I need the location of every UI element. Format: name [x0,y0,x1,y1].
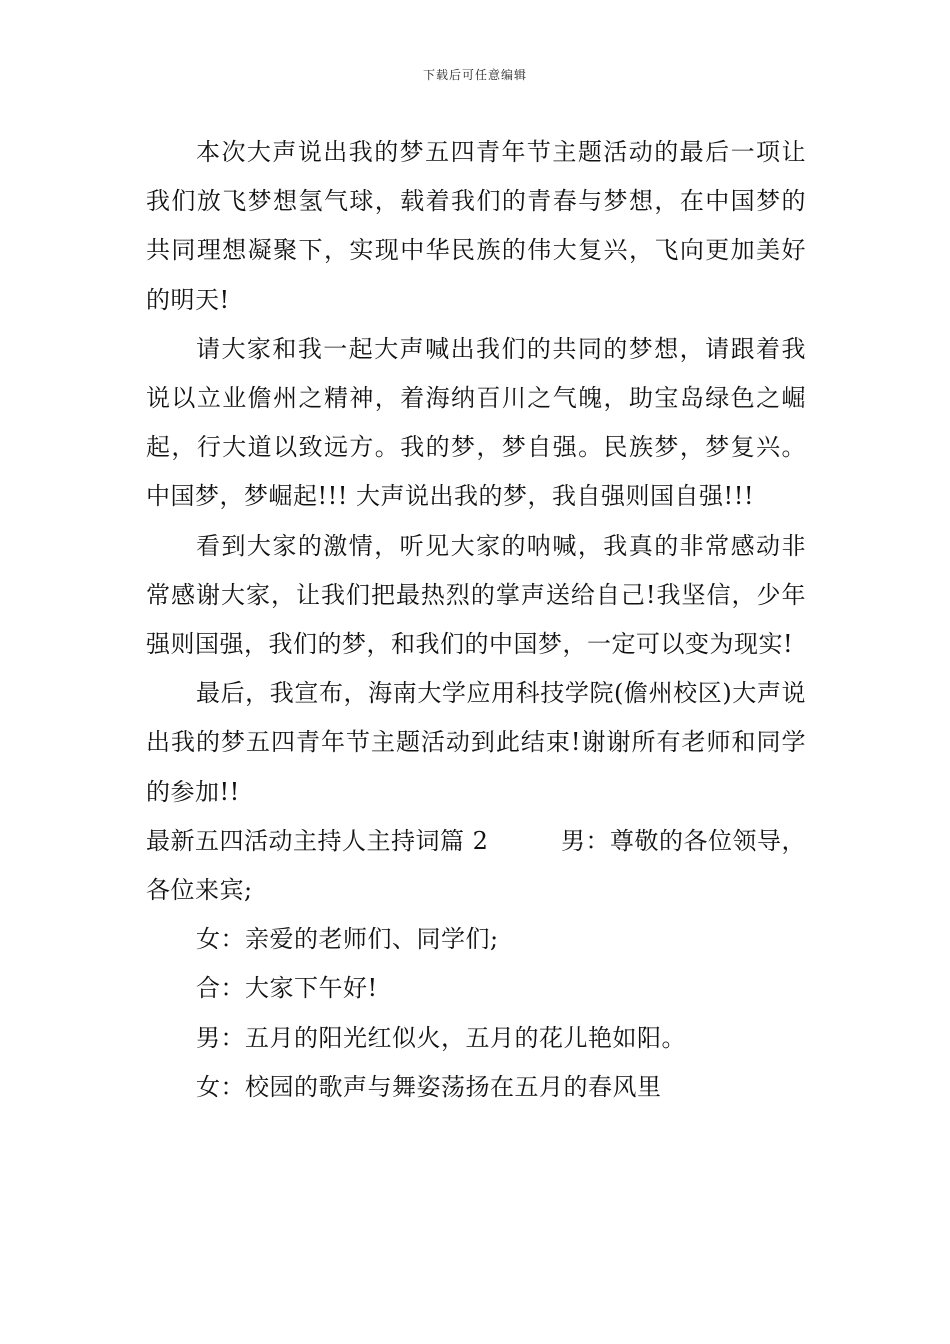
page-header: 下载后可任意编辑 [422,68,527,82]
document-body [146,128,806,1112]
paragraph-4: 最后，我宣布，海南大学应用科技学院(儋州校区)大声说出我的梦五四青年节主题活动到此结束!谢谢所有老师和同学的参加!! [146,679,806,806]
dialogue-line-4: 女：校园的歌声与舞姿荡扬在五月的春风里 [196,1072,662,1101]
dialogue-line-3: 男：五月的阳光红似火，五月的花儿艳如阳。 [196,1023,686,1052]
section-first-line-tail: 男：尊敬的各位领导， [561,826,806,855]
dialogue-line-1: 女：亲爱的老师们、同学们; [196,925,499,954]
paragraph-2: 请大家和我一起大声喊出我们的共同的梦想，请跟着我说以立业儋州之精神，着海纳百川之气魄，助宝岛绿色之崛起，行大道以致远方。我的梦，梦自强。民族梦，梦复兴。中国梦，梦崛起!!! 大声说出我的梦，我自强则国自强!!! [146,334,806,511]
paragraph-1: 本次大声说出我的梦五四青年节主题活动的最后一项让我们放飞梦想氢气球，载着我们的青春与梦想，在中国梦的共同理想凝聚下，实现中华民族的伟大复兴，飞向更加美好的明天! [146,138,806,314]
dialogue-line-2: 合：大家下午好! [196,974,378,1003]
section-title: 最新五四活动主持人主持词篇 2 [146,826,489,855]
section-continuation: 各位来宾; [146,876,253,905]
section-heading-line [146,817,806,866]
paragraph-3: 看到大家的激情，听见大家的呐喊，我真的非常感动非常感谢大家，让我们把最热烈的掌声送给自己!我坚信，少年强则国强，我们的梦，和我们的中国梦，一定可以变为现实! [146,531,806,659]
